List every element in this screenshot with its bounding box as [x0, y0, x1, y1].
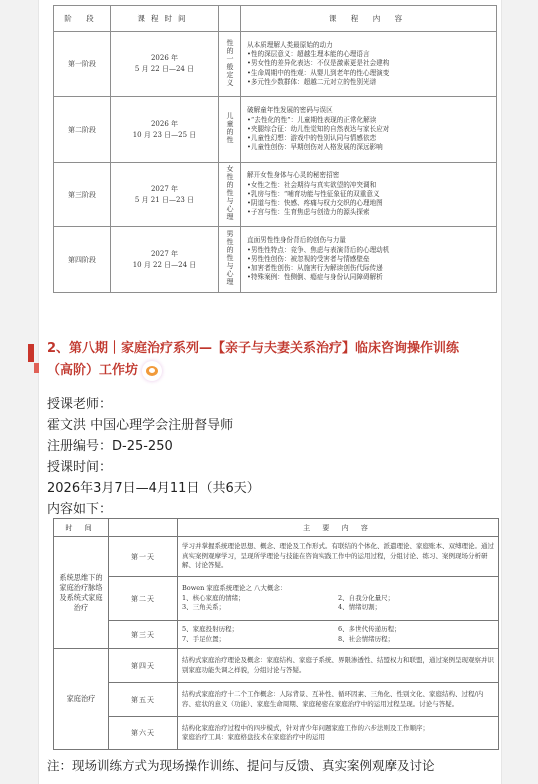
table-header-row: [54, 6, 497, 32]
group-cell: 家庭治疗: [54, 649, 109, 750]
content-line: •儿童性幻想：游戏中的性别认同与情感依恋: [247, 134, 377, 143]
content-line: •男性性特点：竞争、焦虑与表演背后的心理动机: [247, 245, 390, 254]
header-main-content: 主 要 内 容: [178, 519, 499, 537]
table-row: [54, 577, 499, 621]
content-cell: [178, 577, 499, 621]
group-cell: 系统思维下的家庭治疗脉络及系统式家庭治疗: [54, 537, 109, 649]
header-time: 课程时间: [111, 6, 219, 32]
content-cell: [241, 227, 497, 293]
day-cell: 第三天: [109, 621, 178, 649]
theme-text: 性的一般定义: [226, 38, 234, 87]
course-stage-table: [53, 5, 497, 293]
table-header-row: [54, 519, 499, 537]
stage-cell: 第二阶段: [54, 97, 111, 163]
table-row: [54, 227, 497, 293]
header-day: [109, 519, 178, 537]
day-cell: 第四天: [109, 649, 178, 683]
content-pair: [182, 635, 494, 645]
stage-cell: 第三阶段: [54, 163, 111, 227]
sparkle-emoji-icon: [142, 361, 162, 381]
table-row: [54, 717, 499, 750]
theme-cell: [219, 163, 241, 227]
content-label: 内容如下：: [47, 502, 113, 517]
content-cell: 学习并掌握系统理论思想、概念、理论及工作形式。有联结的个体化、派遣理论、家庭账本、双缚理论。通过真实案例观摩学习，呈现所学理论与技能在咨询实践工作中的运用过程，分组讨论、练习、案例现场分析研解、讨论答疑。: [178, 537, 499, 577]
content-line: 直面男性性身份背后的创伤与力量: [247, 236, 346, 245]
concept-item: 6、多世代传递历程；: [338, 625, 401, 633]
date-year: 2027 年: [150, 184, 179, 193]
content-pair: [182, 594, 494, 604]
concept-item: 3、三角关系；: [182, 603, 226, 612]
content-line: •乳房与性：“哺育功能与性征象征的双重意义: [247, 189, 380, 198]
date-range: 5 月 22 日—24 日: [134, 65, 195, 73]
content-line: •女性之性：社会期待与真实欲望的冲突调和: [247, 180, 377, 189]
theme-cell: [219, 97, 241, 163]
teacher-label: 授课老师：: [47, 397, 113, 412]
time-cell: [111, 32, 219, 97]
day-cell: 第五天: [109, 683, 178, 717]
concept-item: 1、核心家庭的情绪；: [182, 593, 245, 602]
content-line: 结构化家庭治疗过程中的四步模式，针对青少年问题家庭工作的六步法则及工作顺序；: [182, 723, 429, 732]
content-line: 解开女性身体与心灵的秘密招密: [247, 171, 340, 180]
content-line: •男性性创伤：被忽视的受害者与情感壁垒: [247, 254, 370, 263]
theme-text: 女性的性与心理: [226, 165, 234, 221]
content-line: 家庭治疗工具：家庭格盘技术在家庭治疗中的运用: [182, 733, 325, 741]
concept-item: 2、自我分化量尺；: [338, 593, 395, 602]
stage-cell: 第一阶段: [54, 32, 111, 97]
date-range: 5 月 21 日—23 日: [134, 195, 195, 204]
header-content: 课 程 内 容: [241, 6, 497, 32]
date-year: 2027 年: [150, 249, 179, 258]
section-title-line1: 2、第八期｜家庭治疗系列—【亲子与夫妻关系治疗】临床咨询操作训练: [47, 341, 460, 356]
header-theme: [219, 6, 241, 32]
date-year: 2026 年: [150, 119, 179, 128]
section-title: [47, 338, 507, 382]
day-cell: 第二天: [109, 577, 178, 621]
table-row: [54, 683, 499, 717]
content-line: •子宫与性：生育焦虑与创造力的源头探索: [247, 208, 370, 217]
content-line: 从本质理解人类最原始的动力: [247, 40, 333, 49]
section-marker: [28, 344, 34, 362]
content-line: •夹腿综合征：幼儿性觉知的自然表达与家长应对: [247, 124, 390, 133]
content-line: •男女性的差异化表达：不仅是激素更是社会建构: [247, 59, 390, 68]
table-row: [54, 32, 497, 97]
table-row: [54, 163, 497, 227]
header-time: 时 间: [54, 519, 109, 537]
content-cell: 结构式家庭治疗理论及概念：家庭结构、家庭子系统、界限渗透性、结盟权力和联盟，通过案例呈现观察并识别家庭功能失调之样貌，分组讨论与答疑。: [178, 649, 499, 683]
content-line: •性的深层意义：超越生理本能的心理语言: [247, 50, 370, 59]
concept-item: 4、情绪切割；: [338, 603, 382, 612]
section-title-line2: （高阶）工作坊: [47, 363, 139, 378]
date-year: 2026 年: [150, 54, 179, 62]
content-cell: [241, 32, 497, 97]
content-line: •多元性少数群体：超越二元对立的性别光谱: [247, 77, 377, 86]
training-note: 注：现场训练方式为现场操作训练、提问与反馈、真实案例观摩及讨论: [47, 758, 435, 773]
stage-cell: 第四阶段: [54, 227, 111, 293]
theme-cell: [219, 227, 241, 293]
content-line: •特殊案例：性侧倒、瘾症与身份认同障碍解析: [247, 273, 383, 282]
theme-cell: [219, 32, 241, 97]
time-label: 授课时间：: [47, 460, 113, 475]
content-line: 破解童年性发展的密码与误区: [247, 106, 333, 115]
section-marker-accent: [34, 363, 39, 373]
concept-item: 7、手足位置；: [182, 634, 226, 643]
concept-item: 5、家庭投射历程；: [182, 625, 239, 633]
header-stage: 阶 段: [54, 6, 111, 32]
content-cell: [178, 621, 499, 649]
content-pair: [182, 625, 494, 635]
time-cell: [111, 163, 219, 227]
content-line: •加害者性创伤：从施害行为解读创伤代际传递: [247, 264, 383, 273]
day-cell: 第一天: [109, 537, 178, 577]
time-cell: [111, 97, 219, 163]
teacher-name: 霍文洪 中国心理学会注册督导师: [47, 418, 234, 433]
content-line: •“去性化的性”：儿童期性表现的正常化解读: [247, 115, 377, 124]
date-range: 10 月 22 日—24 日: [132, 260, 197, 269]
content-pair: [182, 603, 494, 613]
content-cell: [241, 163, 497, 227]
concept-item: 8、社会情绪历程；: [338, 634, 395, 643]
family-therapy-table: [53, 518, 499, 750]
date-range: 10 月 23 日—25 日: [132, 130, 197, 139]
content-line: Bowen 家庭系统理论之 八大概念：: [182, 584, 287, 593]
theme-text: 儿童的性: [226, 112, 234, 144]
content-line: •阴道与性：快感、疼痛与权力交织的心理地图: [247, 199, 383, 208]
content-cell: [241, 97, 497, 163]
course-time: 2026年3月7日—4月11日（共6天）: [47, 481, 260, 496]
content-line: •生命周期中的性观：从婴儿到老年的性心理演变: [247, 68, 390, 77]
table-row: [54, 649, 499, 683]
time-cell: [111, 227, 219, 293]
course-info: [47, 394, 260, 520]
table-row: [54, 537, 499, 577]
table-row: [54, 621, 499, 649]
day-cell: 第六天: [109, 717, 178, 750]
registration-number: 注册编号：D-25-250: [47, 439, 173, 454]
content-cell: 结构式家庭治疗十二个工作概念：人际背景、互补性、循环因素、三角化、性别文化、家庭结构、过程/内容、症状的意义（功能）、家庭生命周期、家庭秘密在家庭治疗中的运用过程呈现。讨论与答疑。: [178, 683, 499, 717]
content-cell: [178, 717, 499, 750]
table-row: [54, 97, 497, 163]
content-line: •儿童性创伤：早期创伤对人格发展的深远影响: [247, 143, 383, 152]
theme-text: 男性的性与心理: [226, 230, 234, 286]
